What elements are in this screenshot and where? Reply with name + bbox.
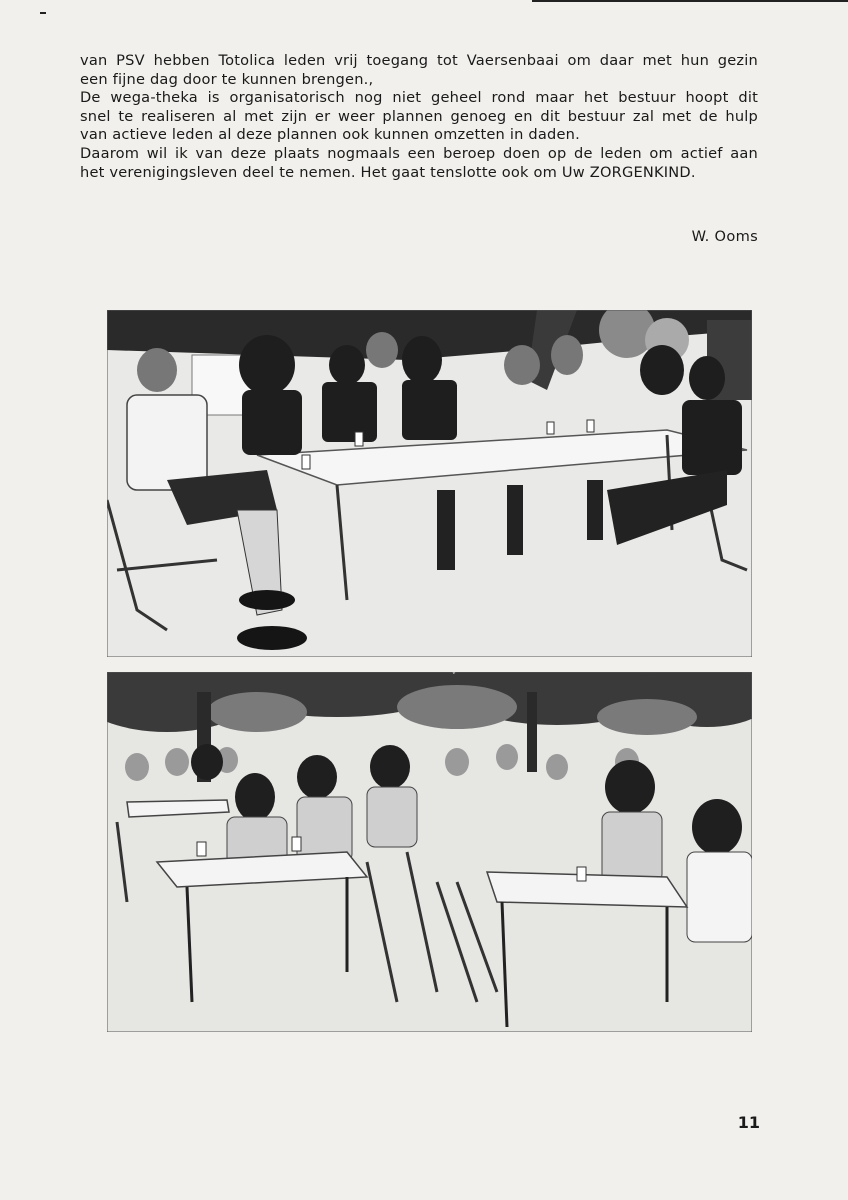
text-line: het verenigingsleven deel te nemen. Het gaat tenslotte ook om Uw ZORGENKIND. xyxy=(80,163,696,181)
photo-audience xyxy=(107,672,752,1032)
photo-panel-meeting xyxy=(107,310,752,657)
text-line: van actieve leden al deze plannen ook kunnen omzetten in daden. xyxy=(80,126,580,144)
text-line: Daarom wil ik van deze plaats nogmaals een beroep doen op de leden om actief aan xyxy=(80,144,758,162)
text-line: snel te realiseren al met zijn er weer plannen genoeg en dit bestuur zal met de hulp xyxy=(80,107,758,125)
signature: W. Ooms xyxy=(691,228,758,245)
top-rule xyxy=(532,0,848,2)
paragraph-2 xyxy=(80,89,758,145)
article-text xyxy=(80,52,758,182)
text-line: een fijne dag door te kunnen brengen., xyxy=(80,70,374,88)
paragraph-3 xyxy=(80,145,758,182)
paragraph-1 xyxy=(80,52,758,89)
text-line: van PSV hebben Totolica leden vrij toegang tot Vaersenbaai om daar met hun gezin xyxy=(80,52,758,69)
corner-mark xyxy=(40,12,46,14)
text-line: De wega-theka is organisatorisch nog niet geheel rond maar het bestuur hoopt dit xyxy=(80,89,758,107)
page-number: 11 xyxy=(737,1113,760,1132)
